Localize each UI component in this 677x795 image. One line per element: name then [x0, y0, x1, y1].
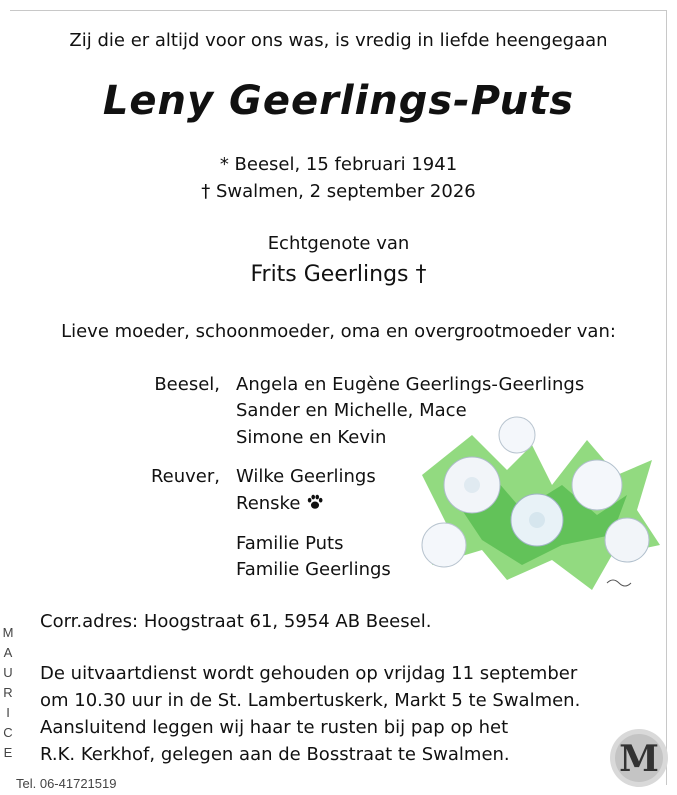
right-border — [666, 10, 667, 785]
family-member: Sander en Michelle, Mace — [236, 400, 467, 421]
family-member-with-pet — [236, 493, 324, 514]
undertaker-letter: U — [3, 665, 13, 680]
flower-bouquet-illustration — [412, 415, 662, 595]
family-member: Wilke Geerlings — [236, 466, 376, 487]
deceased-name: Leny Geerlings-Puts — [102, 78, 575, 124]
undertaker-letter: C — [3, 725, 13, 740]
paw-print-icon — [306, 493, 324, 511]
spouse-label: Echtgenote van — [267, 233, 410, 254]
family-member-name: Renske — [236, 493, 301, 514]
place-reuver: Reuver, — [150, 466, 220, 487]
intro-text: Zij die er altijd voor ons was, is vredig in liefde heengegaan — [69, 30, 608, 51]
spouse-name: Frits Geerlings † — [250, 262, 427, 287]
undertaker-letter: M — [2, 625, 14, 640]
undertaker-logo — [608, 727, 670, 789]
service-line: De uitvaartdienst wordt gehouden op vrijdag 11 september — [40, 663, 578, 684]
birth-line: * Beesel, 15 februari 1941 — [219, 154, 458, 175]
logo-letter: M — [619, 738, 659, 780]
family-member: Familie Puts — [236, 533, 344, 554]
undertaker-letter: R — [3, 685, 13, 700]
family-member: Angela en Eugène Geerlings-Geerlings — [236, 374, 585, 395]
correspondence-address: Corr.adres: Hoogstraat 61, 5954 AB Beesel. — [40, 611, 432, 632]
service-line: Aansluitend leggen wij haar te rusten bij pap op het — [40, 717, 509, 738]
undertaker-letter: I — [6, 705, 10, 720]
place-beesel: Beesel, — [154, 374, 220, 395]
top-border — [10, 10, 667, 11]
telephone-number: Tel. 06-41721519 — [16, 776, 117, 791]
undertaker-letter: E — [3, 745, 13, 760]
service-line: om 10.30 uur in de St. Lambertuskerk, Markt 5 te Swalmen. — [40, 690, 581, 711]
family-member: Familie Geerlings — [236, 559, 391, 580]
death-line: † Swalmen, 2 september 2026 — [201, 181, 476, 202]
family-member: Simone en Kevin — [236, 427, 387, 448]
relation-line: Lieve moeder, schoonmoeder, oma en overgrootmoeder van: — [61, 321, 616, 342]
undertaker-letter: A — [3, 645, 13, 660]
service-line: R.K. Kerkhof, gelegen aan de Bosstraat te Swalmen. — [40, 744, 510, 765]
